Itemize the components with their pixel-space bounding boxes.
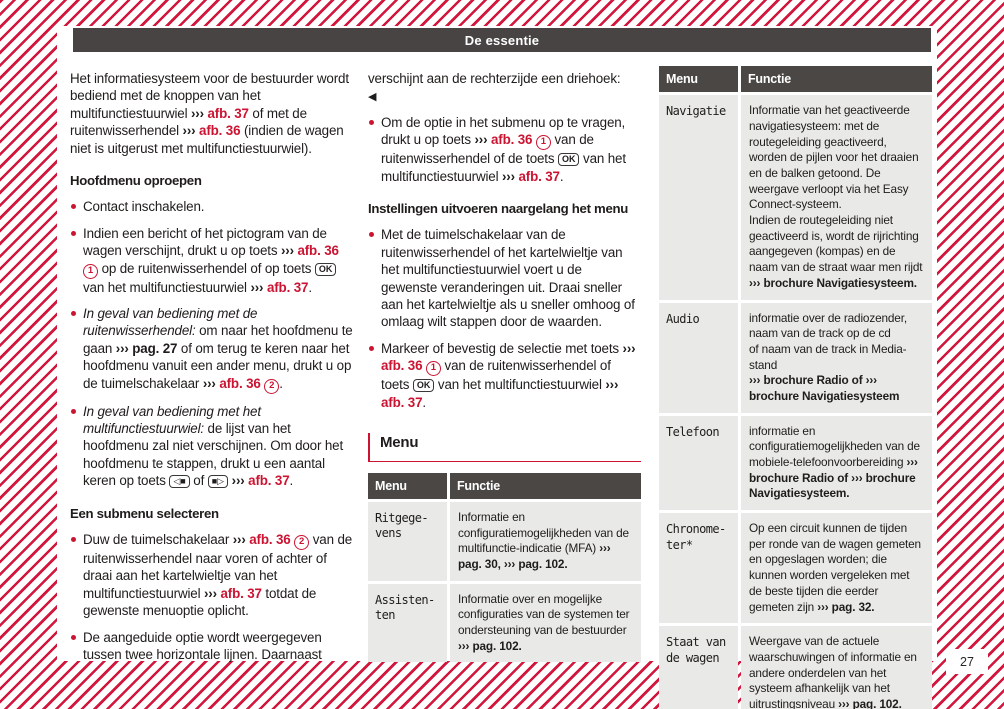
- text-segment: ›››: [280, 243, 298, 259]
- text-segment: ›››: [474, 132, 491, 148]
- table-row-functie: [741, 626, 932, 709]
- bullet-item: [70, 403, 357, 490]
- text-segment: ››› brochure Radio of ››› brochure Navigatiesysteem: [749, 373, 900, 403]
- chapter-title: De essentie: [464, 32, 540, 48]
- text-segment: van de ruitenwisserhendel of toets: [381, 358, 611, 393]
- text-segment: .: [279, 375, 283, 391]
- text-segment: Informatie en configuratiemogelijkheden van de multifunctie-indicatie (MFA): [458, 509, 629, 556]
- text-segment: op de ruitenwisserhendel of op toets: [98, 260, 315, 276]
- text-segment: ›››: [501, 168, 519, 184]
- text-segment: ››› pag. 102.: [458, 638, 522, 653]
- text-segment: van het multifunctiestuurwiel: [434, 377, 606, 393]
- text-segment: of met de ruitenwisserhendel: [70, 105, 307, 139]
- table-row-functie: [741, 416, 932, 510]
- text-segment: totdat de gewenste menuoptie oplicht.: [83, 585, 317, 619]
- section-heading-hoofdmenu: Hoofdmenu oproepen: [70, 173, 202, 189]
- ok-key-icon: OK: [558, 153, 580, 166]
- circled-1-badge: 1: [426, 361, 441, 376]
- text-segment: van de ruitenwisserhendel of de toets: [381, 132, 594, 167]
- text-segment: ›››: [190, 105, 208, 121]
- text-segment: afb. 36: [381, 358, 423, 374]
- circled-2-badge: 2: [264, 379, 279, 394]
- text-segment: afb. 37: [381, 394, 423, 410]
- table-row-menu-name: Navigatie: [659, 95, 738, 299]
- ok-key-icon: OK: [413, 379, 435, 392]
- text-segment: van de ruitenwisserhendel naar voren of achter of draai aan het kartelwieltje van het multifunctiestuurwiel: [83, 531, 353, 601]
- section-heading-submenu: Een submenu selecteren: [70, 505, 219, 521]
- table-header-functie: Functie: [450, 473, 641, 499]
- text-segment: informatie over de radiozender, naam van de track op de cd of naam van de track in Media-stand: [749, 310, 907, 372]
- table-header-functie: Functie: [741, 66, 932, 92]
- text-segment: Indien een bericht of het pictogram van de wagen verschijnt, drukt u op toets: [83, 225, 327, 259]
- table-row-menu-name: Ritgege-vens: [368, 502, 447, 581]
- text-segment: ››› brochure Radio of ››› brochure Navigatiesysteem.: [749, 455, 918, 501]
- text-segment: Om de optie in het submenu op te vragen, drukt u op toets: [381, 114, 626, 148]
- menu-section-title: Menu: [368, 433, 641, 462]
- menu-left-key-icon: ◁■: [169, 475, 189, 488]
- circled-1-badge: 1: [83, 264, 98, 279]
- bullet-item: [368, 114, 641, 185]
- text-segment: .: [559, 168, 564, 184]
- ok-key-icon: OK: [315, 263, 337, 276]
- intro-paragraph: [70, 70, 357, 157]
- text-segment: afb. 36: [219, 375, 261, 391]
- text-segment: ››› pag. 102.: [838, 696, 902, 709]
- bullet-item: [368, 340, 641, 411]
- column-3: [659, 66, 932, 709]
- bullet-item: [368, 226, 641, 331]
- text-segment: ›››: [622, 340, 636, 356]
- menu-table-main: [368, 473, 641, 663]
- text-segment: ››› pag. 32.: [817, 599, 875, 614]
- text-segment: ›››: [232, 531, 250, 547]
- text-segment: om naar het hoofdmenu te gaan: [83, 323, 353, 356]
- text-segment: .: [422, 394, 426, 410]
- table-header-menu: Menu: [368, 473, 447, 499]
- menu-right-key-icon: ■▷: [208, 475, 228, 488]
- bullet-item: [70, 225, 357, 296]
- text-segment: de lijst van het hoofdmenu zal niet verschijnen. Om door het hoofdmenu te stappen, drukt u een aantal keren op toets: [83, 421, 344, 489]
- bullet-item: [70, 531, 357, 620]
- text-segment: informatie en configuratiemogelijkheden van de mobiele-telefoonvoorbereiding: [749, 423, 920, 469]
- text-segment: Weergave van de actuele waarschuwingen of informatie en andere onderdelen van het systeem afhankelijk van het uitrustingsniveau: [749, 634, 917, 709]
- chapter-header-bar: [73, 28, 931, 52]
- menu-table-continued: [659, 66, 932, 709]
- text-segment: afb. 36: [199, 123, 241, 139]
- text-segment: verschijnt aan de rechterzijde een driehoek:: [368, 71, 621, 86]
- text-segment: ›››: [231, 473, 249, 489]
- text-segment: afb. 36: [490, 132, 533, 148]
- text-segment: ›››: [605, 377, 619, 393]
- text-segment: of: [189, 473, 208, 489]
- submenu-triangle-icon: ◀: [368, 91, 377, 104]
- text-segment: afb. 37: [248, 473, 290, 489]
- text-segment: Duw de tuimelschakelaar: [83, 531, 233, 547]
- table-row-functie: [450, 502, 641, 581]
- text-segment: Contact inschakelen.: [83, 199, 205, 215]
- column-1: [70, 70, 357, 672]
- circled-1-badge: 1: [536, 135, 551, 150]
- page-content-area: [57, 26, 937, 709]
- bullet-item: [70, 305, 357, 394]
- table-row-menu-name: Telefoon: [659, 416, 738, 510]
- text-segment: ›››: [203, 585, 221, 601]
- table-row-functie: [741, 95, 932, 299]
- text-segment: ›››: [202, 375, 220, 391]
- table-row-menu-name: Chronome-ter*: [659, 513, 738, 623]
- text-segment: afb. 37: [518, 168, 560, 184]
- text-segment: afb. 36: [249, 531, 291, 547]
- text-segment: of om terug te keren naar het hoofdmenu vanuit een ander menu, drukt u op de tuimelschakelaar: [83, 340, 352, 391]
- text-segment: (indien de wagen niet is uitgerust met multifunctiestuurwiel).: [70, 123, 344, 156]
- text-segment: .: [289, 473, 294, 489]
- text-segment: van het multifunctiestuurwiel: [381, 151, 626, 184]
- text-segment: van het multifunctiestuurwiel: [83, 279, 251, 295]
- text-segment: ››› pag. 30, ››› pag. 102.: [458, 541, 611, 571]
- bullet-item: [70, 629, 357, 664]
- continued-paragraph: [368, 70, 641, 105]
- text-segment: Met de tuimelschakelaar van de ruitenwisserhendel of het kartelwieltje van het multifunctiestuurwiel voert u de gewenste veranderingen uit. Draai sneller aan het kartelwieltje als u sneller omhoog of omlaag wilt stappen door de waarden.: [381, 227, 635, 330]
- table-row-menu-name: Audio: [659, 303, 738, 413]
- page-number-box: [946, 649, 988, 674]
- text-segment: afb. 37: [220, 585, 262, 601]
- text-segment: Informatie over en mogelijke configuraties van de systemen ter ondersteuning van de bestuurder: [458, 591, 630, 637]
- text-segment: Het informatiesysteem voor de bestuurder wordt bediend met de knoppen van het multifunctiestuurwiel: [70, 71, 349, 121]
- text-segment: ››› brochure Navigatiesysteem.: [749, 275, 917, 290]
- table-row-functie: [741, 303, 932, 413]
- column-2: [368, 70, 641, 662]
- text-segment: De aangeduide optie wordt weergegeven tussen twee horizontale lijnen. Daarnaast: [83, 629, 322, 663]
- table-row-menu-name: Assisten-ten: [368, 584, 447, 663]
- text-segment: Markeer of bevestig de selectie met toets: [381, 340, 623, 356]
- bullet-item: [70, 198, 357, 215]
- table-header-menu: Menu: [659, 66, 738, 92]
- circled-2-badge: 2: [294, 535, 309, 550]
- text-segment: Op een circuit kunnen de tijden per ronde van de wagen gemeten en opgeslagen worden; die kunnen worden vergeleken met de beste tijden die eerder gemeten zijn: [749, 521, 921, 614]
- text-segment: afb. 37: [266, 279, 309, 295]
- text-segment: In geval van bediening met het multifunctiestuurwiel:: [83, 403, 261, 437]
- text-segment: afb. 36: [297, 243, 339, 259]
- table-row-functie: [450, 584, 641, 663]
- page-number: 27: [960, 654, 974, 669]
- section-heading-instellingen: Instellingen uitvoeren naargelang het menu: [368, 201, 628, 217]
- table-row-functie: [741, 513, 932, 623]
- text-segment: ››› pag. 27: [115, 340, 178, 356]
- text-segment: afb. 37: [207, 105, 249, 121]
- text-segment: .: [308, 279, 312, 295]
- table-row-menu-name: Staat van de wagen: [659, 626, 738, 709]
- text-segment: In geval van bediening met de ruitenwisserhendel:: [83, 305, 258, 339]
- text-segment: ›››: [182, 123, 200, 139]
- text-segment: ›››: [250, 279, 267, 295]
- text-segment: Informatie van het geactiveerde navigatiesysteem: met de routegeleiding geactiveerd, worden de pijlen voor het draaien en de balken getoond. De weergave verloopt via het Easy Connect-systeem. Indien de routegeleiding niet geactiveerd is, wordt de rijrichting aangegeven (kompas) en de naam van de straat waar men rijdt: [749, 103, 923, 275]
